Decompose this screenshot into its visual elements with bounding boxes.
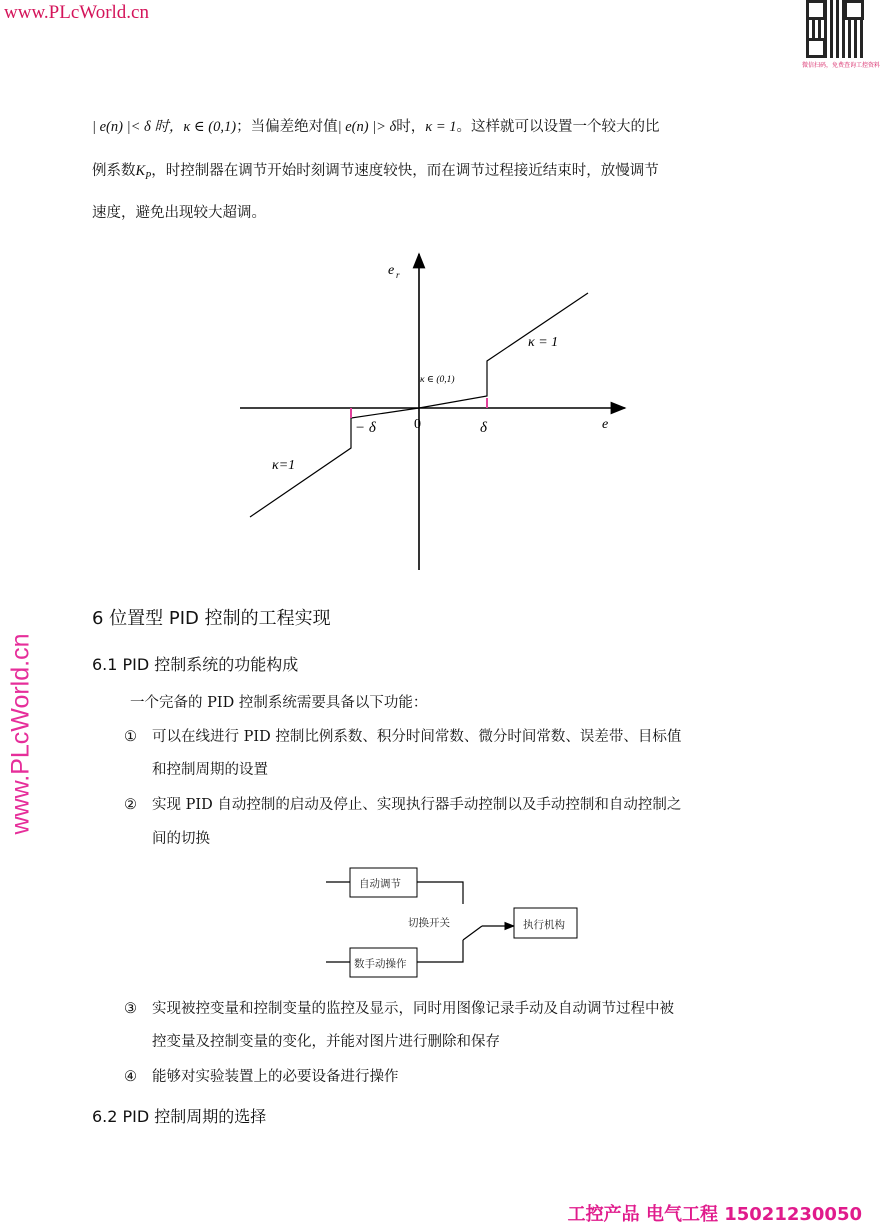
- section-6-2-title: 6.2 PID 控制周期的选择: [92, 1107, 267, 1126]
- text-fragment: 。这样就可以设置一个较大的比: [456, 119, 660, 135]
- watermark-top: www.PLcWorld.cn: [4, 2, 149, 23]
- qr-caption: 微信扫码，免费查询工控资料: [802, 62, 880, 69]
- actuator-block-label: 执行机构: [523, 919, 565, 931]
- item-number: ③: [124, 1001, 137, 1017]
- kappa-range: κ ∈ (0,1): [183, 119, 237, 135]
- manual-output-line: [417, 940, 463, 962]
- qr-code: [806, 0, 864, 58]
- item-text: 能够对实验装置上的必要设备进行操作: [152, 1069, 399, 1085]
- item-text: 实现 PID 自动控制的启动及停止、实现执行器手动控制以及手动控制和自动控制之: [152, 797, 682, 813]
- list-item-2-cont: 间的切换: [152, 831, 210, 847]
- footer-phone: 15021230050: [724, 1204, 862, 1225]
- item-text: 实现被控变量和控制变量的监控及显示，同时用图像记录手动及自动调节过程中被: [152, 1001, 674, 1017]
- kappa-mid-label: κ ∈ (0,1): [420, 375, 455, 385]
- text-fragment: 例系数: [92, 163, 136, 179]
- kappa-lower-label: κ=1: [272, 458, 296, 473]
- auto-block-label: 自动调节: [359, 878, 401, 890]
- switch-blade: [463, 926, 482, 940]
- paragraph-line-1: [92, 117, 782, 137]
- footer-text: 工控产品 电气工程: [567, 1204, 725, 1225]
- kappa-upper-label: κ = 1: [528, 335, 559, 350]
- y-axis-sub: r: [396, 270, 400, 280]
- manual-block-label: 数手动操作: [354, 958, 407, 970]
- abs-error-lt-delta: | e(n) |< δ 时，: [92, 119, 184, 135]
- text-fragment: ；当偏差绝对值: [236, 119, 338, 135]
- item-number: ②: [124, 797, 137, 813]
- list-item-1-cont: 和控制周期的设置: [152, 762, 268, 778]
- list-item-3-cont: 控变量及控制变量的变化，并能对图片进行删除和保存: [152, 1034, 500, 1050]
- delta-pos-label: δ: [480, 420, 487, 436]
- paragraph-line-3: 速度，避免出现较大超调。: [92, 205, 266, 221]
- list-item-1: [124, 727, 814, 747]
- switch-diagram: [320, 860, 590, 985]
- kappa-one: κ = 1: [425, 119, 457, 135]
- list-item-2: [124, 795, 814, 815]
- kp-symbol: K: [135, 163, 146, 179]
- item-number: ④: [124, 1069, 137, 1085]
- item-text: 可以在线进行 PID 控制比例系数、积分时间常数、微分时间常数、误差带、目标值: [152, 729, 682, 745]
- item-number: ①: [124, 729, 137, 745]
- x-axis-label: e: [602, 417, 609, 432]
- origin-label: 0: [414, 417, 421, 432]
- paragraph-line-2: [92, 161, 782, 187]
- delta-neg-label: − δ: [355, 420, 376, 436]
- auto-output-line: [417, 882, 463, 904]
- switch-label: 切换开关: [408, 917, 450, 929]
- intro-text: 一个完备的 PID 控制系统需要具备以下功能：: [130, 695, 428, 711]
- kp-subscript: P: [145, 170, 152, 182]
- footer-ad: [568, 1200, 862, 1226]
- text-fragment: ，时控制器在调节开始时刻调节速度较快，而在调节过程接近结束时，放慢调节: [151, 163, 659, 179]
- y-axis-label: e: [388, 263, 395, 278]
- list-item-4: [124, 1067, 814, 1087]
- gain-curve-figure: [230, 248, 640, 578]
- watermark-side: www.PLcWorld.cn: [6, 633, 35, 835]
- text-fragment: 时，: [396, 119, 426, 135]
- section-6-1-title: 6.1 PID 控制系统的功能构成: [92, 655, 299, 674]
- list-item-3: [124, 999, 814, 1019]
- abs-error-gt-delta: | e(n) |> δ: [337, 119, 397, 135]
- section-6-title: 6 位置型 PID 控制的工程实现: [92, 608, 331, 629]
